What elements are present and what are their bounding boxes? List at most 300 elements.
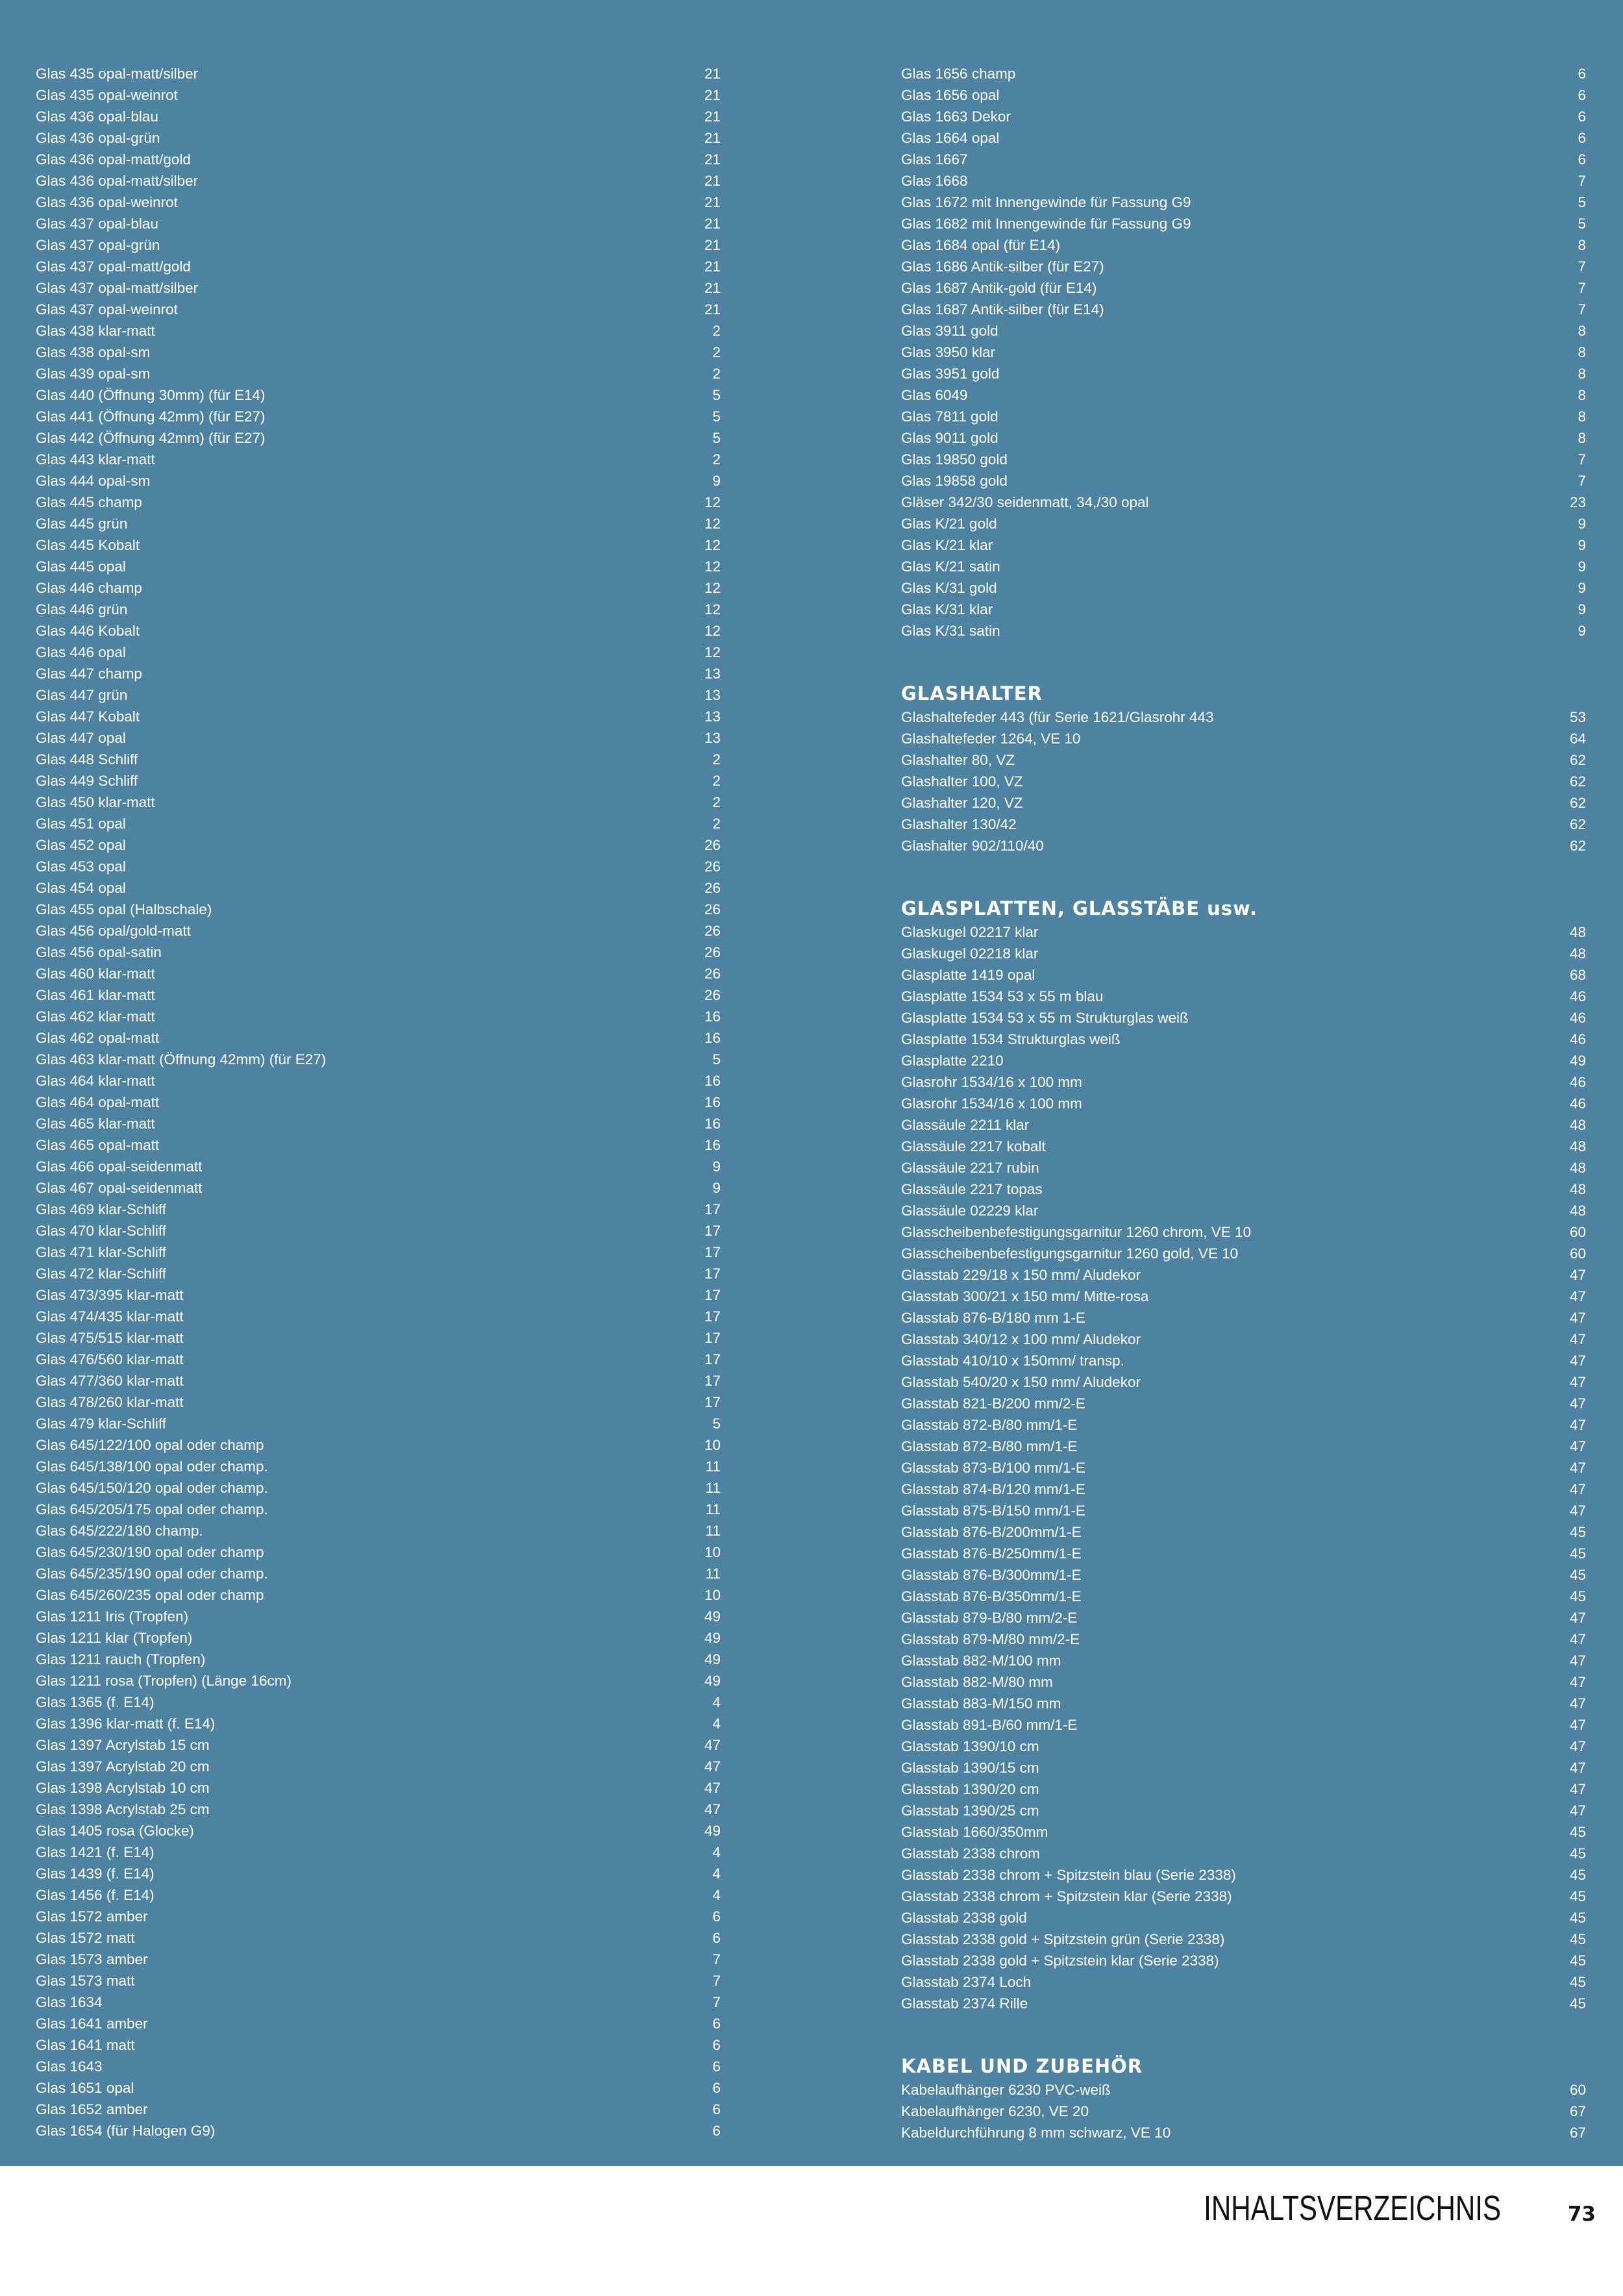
entry-label: Glasstab 2338 gold + Spitzstein klar (Serie 2338)	[901, 1953, 1219, 1969]
index-entry	[36, 1970, 721, 1991]
index-entry	[36, 170, 721, 192]
section-heading: KABEL UND ZUBEHÖR	[901, 2055, 1143, 2077]
entry-page-number: 48	[1569, 1117, 1586, 1133]
entry-page-number: 4	[712, 1887, 721, 1903]
entry-label: Glas 1365 (f. E14)	[36, 1694, 155, 1710]
entry-page-number: 46	[1569, 1031, 1586, 1047]
index-entry	[901, 577, 1586, 599]
entry-page-number: 8	[1578, 237, 1586, 253]
index-entry	[901, 814, 1586, 835]
index-entry	[36, 556, 721, 577]
entry-page-number: 21	[704, 194, 721, 210]
entry-label: Glas 462 klar-matt	[36, 1008, 155, 1025]
entry-page-number: 67	[1569, 2103, 1586, 2119]
index-entry	[36, 706, 721, 727]
index-entry	[36, 963, 721, 984]
entry-label: Glas 444 opal-sm	[36, 473, 151, 489]
index-entry	[901, 1821, 1586, 1843]
entry-label: Glassäule 2217 rubin	[901, 1160, 1039, 1176]
entry-label: Glaskugel 02217 klar	[901, 924, 1039, 940]
entry-label: Glas 1684 opal (für E14)	[901, 237, 1061, 253]
entry-page-number: 12	[704, 601, 721, 618]
entry-label: Glasplatte 2210	[901, 1053, 1004, 1069]
entry-label: Glas 437 opal-matt/silber	[36, 280, 199, 296]
entry-page-number: 21	[704, 301, 721, 318]
index-entry	[901, 299, 1586, 320]
entry-page-number: 17	[704, 1308, 721, 1325]
entry-page-number: 26	[704, 944, 721, 960]
index-entry	[36, 84, 721, 106]
entry-page-number: 16	[704, 1008, 721, 1025]
index-entry	[36, 813, 721, 834]
index-entry	[36, 856, 721, 877]
entry-page-number: 62	[1569, 773, 1586, 790]
entry-label: Glasstab 883-M/150 mm	[901, 1695, 1061, 1712]
index-entry	[36, 256, 721, 277]
index-entry	[36, 770, 721, 792]
entry-label: Glasstab 2374 Loch	[901, 1974, 1032, 1990]
index-entry	[36, 449, 721, 470]
entry-label: Glas 1421 (f. E14)	[36, 1844, 155, 1860]
entry-page-number: 45	[1569, 1824, 1586, 1840]
entry-label: Glas 438 opal-sm	[36, 344, 151, 360]
entry-page-number: 8	[1578, 366, 1586, 382]
entry-label: Glas 1211 rauch (Tropfen)	[36, 1651, 206, 1667]
entry-page-number: 45	[1569, 1588, 1586, 1604]
index-entry	[36, 384, 721, 406]
entry-page-number: 11	[705, 1501, 721, 1517]
entry-label: Glasstab 340/12 x 100 mm/ Aludekor	[901, 1331, 1141, 1347]
entry-page-number: 48	[1569, 945, 1586, 962]
entry-label: Glas 1682 mit Innengewinde für Fassung G9	[901, 216, 1191, 232]
index-entry	[901, 1436, 1586, 1457]
entry-label: Glas 438 klar-matt	[36, 323, 155, 339]
entry-label: Kabeldurchführung 8 mm schwarz, VE 10	[901, 2125, 1171, 2141]
entry-page-number: 45	[1569, 1888, 1586, 1904]
entry-page-number: 47	[1569, 1674, 1586, 1690]
entry-label: Glasstab 821-B/200 mm/2-E	[901, 1395, 1085, 1412]
entry-page-number: 7	[1578, 451, 1586, 468]
entry-page-number: 47	[1569, 1417, 1586, 1433]
entry-page-number: 47	[704, 1737, 721, 1753]
index-entry	[36, 1670, 721, 1691]
entry-page-number: 47	[1569, 1310, 1586, 1326]
index-entry	[36, 534, 721, 556]
index-entry	[36, 63, 721, 84]
index-column-right	[901, 63, 1586, 2143]
entry-label: Glas 447 opal	[36, 730, 126, 746]
entry-page-number: 6	[1578, 130, 1586, 146]
entry-page-number: 47	[1569, 1738, 1586, 1754]
index-entry	[901, 599, 1586, 620]
entry-label: Glas 1668	[901, 173, 968, 189]
index-entry	[901, 1736, 1586, 1757]
entry-label: Glas 1641 amber	[36, 2015, 148, 2032]
entry-label: Glas 462 opal-matt	[36, 1030, 160, 1046]
entry-page-number: 49	[704, 1673, 721, 1689]
index-entry	[901, 2122, 1586, 2143]
index-entry	[901, 1457, 1586, 1479]
entry-label: Glasstab 1390/10 cm	[901, 1738, 1039, 1754]
entry-page-number: 2	[712, 344, 721, 360]
index-entry	[36, 1906, 721, 1927]
index-entry	[36, 1456, 721, 1477]
entry-page-number: 47	[1569, 1353, 1586, 1369]
entry-page-number: 47	[1569, 1331, 1586, 1347]
entry-label: Glas 478/260 klar-matt	[36, 1394, 184, 1410]
index-entry	[901, 1093, 1586, 1114]
entry-label: Glas 447 champ	[36, 666, 142, 682]
index-entry	[36, 1884, 721, 1906]
index-entry	[36, 1134, 721, 1156]
entry-page-number: 21	[704, 130, 721, 146]
entry-page-number: 9	[1578, 580, 1586, 596]
entry-page-number: 12	[704, 494, 721, 510]
entry-label: Glashaltefeder 443 (für Serie 1621/Glasrohr 443	[901, 709, 1214, 725]
index-entry	[36, 1370, 721, 1391]
entry-label: Glas 469 klar-Schliff	[36, 1201, 166, 1217]
entry-page-number: 26	[704, 858, 721, 875]
entry-label: Glas 1656 champ	[901, 66, 1016, 82]
entry-label: Glashalter 120, VZ	[901, 795, 1023, 811]
index-entry	[901, 1907, 1586, 1928]
index-entry	[901, 728, 1586, 749]
entry-label: Glasstab 1390/15 cm	[901, 1760, 1039, 1776]
entry-label: Glas 436 opal-matt/gold	[36, 151, 191, 168]
entry-page-number: 6	[1578, 108, 1586, 125]
entry-page-number: 5	[712, 387, 721, 403]
entry-label: Glaskugel 02218 klar	[901, 945, 1039, 962]
entry-page-number: 49	[704, 1630, 721, 1646]
entry-page-number: 5	[712, 1051, 721, 1067]
index-entry	[36, 363, 721, 384]
entry-page-number: 2	[712, 773, 721, 789]
index-entry	[901, 1714, 1586, 1736]
index-entry	[36, 620, 721, 642]
entry-page-number: 23	[1569, 494, 1586, 510]
entry-page-number: 10	[704, 1587, 721, 1603]
entry-page-number: 6	[1578, 66, 1586, 82]
entry-page-number: 16	[704, 1073, 721, 1089]
entry-label: Glasplatte 1419 opal	[901, 967, 1035, 983]
entry-label: Glas 1687 Antik-silber (für E14)	[901, 301, 1104, 318]
entry-page-number: 13	[704, 708, 721, 725]
entry-page-number: 12	[704, 644, 721, 660]
index-entry	[901, 1543, 1586, 1564]
entry-page-number: 26	[704, 966, 721, 982]
entry-label: Glas 473/395 klar-matt	[36, 1287, 184, 1303]
entry-label: Glas 460 klar-matt	[36, 966, 155, 982]
entry-label: Glas K/21 satin	[901, 558, 1000, 575]
entry-label: Glasrohr 1534/16 x 100 mm	[901, 1074, 1082, 1090]
index-entry	[901, 1221, 1586, 1243]
index-entry	[36, 1027, 721, 1049]
entry-page-number: 21	[704, 173, 721, 189]
index-entry	[901, 277, 1586, 299]
index-entry	[901, 1778, 1586, 1800]
entry-label: Glas 645/138/100 opal oder champ.	[36, 1458, 268, 1475]
entry-page-number: 7	[1578, 301, 1586, 318]
index-entry	[901, 1050, 1586, 1071]
index-entry	[901, 1264, 1586, 1286]
entry-page-number: 45	[1569, 1974, 1586, 1990]
entry-label: Glas 1572 amber	[36, 1908, 148, 1925]
index-entry	[36, 470, 721, 492]
entry-page-number: 16	[704, 1094, 721, 1110]
entry-label: Glas K/21 klar	[901, 537, 993, 553]
index-entry	[36, 2099, 721, 2120]
entry-label: Glas 1396 klar-matt (f. E14)	[36, 1716, 216, 1732]
index-entry	[36, 1991, 721, 2013]
index-entry	[901, 1843, 1586, 1864]
entry-label: Glas 471 klar-Schliff	[36, 1244, 166, 1260]
index-entry	[36, 1734, 721, 1756]
entry-page-number: 46	[1569, 988, 1586, 1004]
entry-label: Glasplatte 1534 Strukturglas weiß	[901, 1031, 1121, 1047]
index-entry	[901, 1864, 1586, 1886]
page-number: 73	[1567, 2202, 1596, 2226]
index-entry	[901, 1671, 1586, 1693]
entry-page-number: 6	[712, 2037, 721, 2053]
index-entry	[901, 534, 1586, 556]
entry-page-number: 45	[1569, 1995, 1586, 2012]
entry-page-number: 12	[704, 516, 721, 532]
index-entry	[901, 513, 1586, 534]
entry-page-number: 49	[704, 1823, 721, 1839]
entry-label: Glashalter 100, VZ	[901, 773, 1023, 790]
entry-label: Glas K/21 gold	[901, 516, 997, 532]
entry-label: Glasstab 879-M/80 mm/2-E	[901, 1631, 1080, 1647]
entry-page-number: 62	[1569, 816, 1586, 832]
index-entry	[901, 1071, 1586, 1093]
entry-label: Kabelaufhänger 6230, VE 20	[901, 2103, 1089, 2119]
entry-label: Glas 467 opal-seidenmatt	[36, 1180, 203, 1196]
section-heading: GLASHALTER	[901, 682, 1043, 705]
entry-label: Glasstab 1660/350mm	[901, 1824, 1048, 1840]
index-entry	[901, 792, 1586, 814]
index-entry	[36, 1113, 721, 1134]
index-entry	[36, 1156, 721, 1177]
index-entry	[901, 1607, 1586, 1628]
entry-label: Glas 1672 mit Innengewinde für Fassung G9	[901, 194, 1191, 210]
index-entry	[36, 792, 721, 813]
index-entry	[901, 470, 1586, 492]
index-entry	[901, 63, 1586, 84]
entry-label: Glas 645/150/120 opal oder champ.	[36, 1480, 268, 1496]
index-entry	[901, 363, 1586, 384]
entry-label: Glas 449 Schliff	[36, 773, 138, 789]
entry-label: Glas 466 opal-seidenmatt	[36, 1158, 203, 1175]
entry-label: Glas 451 opal	[36, 816, 126, 832]
index-entry	[36, 834, 721, 856]
index-section	[901, 681, 1586, 856]
entry-page-number: 47	[1569, 1481, 1586, 1497]
entry-page-number: 13	[704, 666, 721, 682]
index-entry	[36, 1584, 721, 1606]
index-entry	[901, 1157, 1586, 1179]
entry-page-number: 6	[712, 1930, 721, 1946]
entry-page-number: 67	[1569, 2125, 1586, 2141]
entry-label: Glashalter 80, VZ	[901, 752, 1015, 768]
entry-label: Glas 447 Kobalt	[36, 708, 140, 725]
entry-label: Glas 1634	[36, 1994, 103, 2010]
entry-page-number: 64	[1569, 730, 1586, 747]
entry-label: Glas 464 klar-matt	[36, 1073, 155, 1089]
entry-page-number: 5	[712, 408, 721, 425]
index-entry	[901, 1329, 1586, 1350]
index-entry	[901, 1650, 1586, 1671]
entry-label: Glasscheibenbefestigungsgarnitur 1260 gold, VE 10	[901, 1245, 1239, 1262]
entry-label: Glas 1573 matt	[36, 1973, 135, 1989]
entry-label: Glas 475/515 klar-matt	[36, 1330, 184, 1346]
entry-label: Glas 445 grün	[36, 516, 128, 532]
entry-page-number: 17	[704, 1201, 721, 1217]
entry-page-number: 47	[704, 1780, 721, 1796]
entry-page-number: 47	[704, 1801, 721, 1817]
entry-label: Glas 447 grün	[36, 687, 128, 703]
entry-label: Glas 1643	[36, 2058, 103, 2075]
entry-page-number: 10	[704, 1437, 721, 1453]
entry-page-number: 26	[704, 987, 721, 1003]
entry-page-number: 8	[1578, 344, 1586, 360]
entry-label: Glas 1398 Acrylstab 10 cm	[36, 1780, 210, 1796]
entry-page-number: 47	[1569, 1267, 1586, 1283]
entry-page-number: 4	[712, 1716, 721, 1732]
entry-page-number: 2	[712, 816, 721, 832]
entry-label: Glassäule 2217 kobalt	[901, 1138, 1046, 1154]
entry-page-number: 17	[704, 1373, 721, 1389]
index-entry	[36, 1177, 721, 1199]
index-entry	[36, 1949, 721, 1970]
entry-page-number: 6	[712, 2058, 721, 2075]
index-entry	[36, 749, 721, 770]
index-entry	[36, 1327, 721, 1349]
entry-label: Glas 445 opal	[36, 558, 126, 575]
index-entry	[901, 427, 1586, 449]
entry-label: Glasstab 876-B/200mm/1-E	[901, 1524, 1082, 1540]
index-entry	[36, 1606, 721, 1627]
entry-page-number: 45	[1569, 1567, 1586, 1583]
entry-label: Glas 470 klar-Schliff	[36, 1223, 166, 1239]
entry-page-number: 9	[712, 1158, 721, 1175]
entry-label: Glas 465 klar-matt	[36, 1116, 155, 1132]
index-entry	[901, 106, 1586, 127]
entry-page-number: 7	[1578, 280, 1586, 296]
index-entry	[36, 1049, 721, 1070]
entry-label: Glasstab 300/21 x 150 mm/ Mitte-rosa	[901, 1288, 1149, 1304]
entry-label: Glasstab 876-B/350mm/1-E	[901, 1588, 1082, 1604]
index-entry	[901, 1350, 1586, 1371]
entry-label: Glas 437 opal-blau	[36, 216, 158, 232]
index-entry	[901, 749, 1586, 771]
index-entry	[36, 1263, 721, 1284]
entry-page-number: 47	[1569, 1653, 1586, 1669]
entry-label: Glas 477/360 klar-matt	[36, 1373, 184, 1389]
index-entry	[901, 406, 1586, 427]
entry-label: Glas 19850 gold	[901, 451, 1008, 468]
index-entry	[36, 1691, 721, 1713]
entry-page-number: 17	[704, 1330, 721, 1346]
index-entry	[901, 234, 1586, 256]
index-entry	[36, 2013, 721, 2034]
entry-page-number: 60	[1569, 2082, 1586, 2098]
entry-label: Glasstab 882-M/100 mm	[901, 1653, 1061, 1669]
entry-page-number: 6	[1578, 87, 1586, 103]
entry-page-number: 47	[1569, 1288, 1586, 1304]
index-entry	[36, 1199, 721, 1220]
entry-page-number: 6	[712, 2123, 721, 2139]
index-entry	[901, 1800, 1586, 1821]
entry-page-number: 6	[712, 2015, 721, 2032]
entry-label: Glas 472 klar-Schliff	[36, 1266, 166, 1282]
entry-label: Glasstab 2338 chrom	[901, 1845, 1040, 1862]
index-column-left	[36, 63, 721, 2141]
index-entry	[901, 1479, 1586, 1500]
entry-label: Glasstab 410/10 x 150mm/ transp.	[901, 1353, 1124, 1369]
entry-label: Glas 445 Kobalt	[36, 537, 140, 553]
entry-page-number: 45	[1569, 1524, 1586, 1540]
index-entry	[36, 1863, 721, 1884]
entry-label: Glas 3951 gold	[901, 366, 1000, 382]
entry-page-number: 6	[712, 2080, 721, 2096]
entry-label: Glas 452 opal	[36, 837, 126, 853]
entry-label: Glashaltefeder 1264, VE 10	[901, 730, 1081, 747]
entry-page-number: 47	[1569, 1438, 1586, 1454]
entry-label: Glasstab 2338 chrom + Spitzstein blau (Serie 2338)	[901, 1867, 1236, 1883]
page-title: INHALTSVERZEICHNIS	[1204, 2189, 1501, 2228]
entry-page-number: 8	[1578, 323, 1586, 339]
index-entry	[36, 1434, 721, 1456]
entry-page-number: 45	[1569, 1845, 1586, 1862]
index-entry	[36, 727, 721, 749]
index-entry	[901, 1393, 1586, 1414]
entry-page-number: 5	[1578, 194, 1586, 210]
index-entry	[901, 1414, 1586, 1436]
entry-page-number: 17	[704, 1244, 721, 1260]
index-entry	[36, 920, 721, 942]
entry-page-number: 17	[704, 1287, 721, 1303]
entry-page-number: 21	[704, 237, 721, 253]
entry-page-number: 2	[712, 323, 721, 339]
index-entry	[901, 706, 1586, 728]
entry-label: Glas K/31 satin	[901, 623, 1000, 639]
entry-page-number: 9	[712, 473, 721, 489]
index-entry	[36, 1499, 721, 1520]
entry-label: Glas 1654 (für Halogen G9)	[36, 2123, 216, 2139]
entry-page-number: 45	[1569, 1545, 1586, 1562]
index-entry	[36, 192, 721, 213]
entry-label: Glasstab 872-B/80 mm/1-E	[901, 1438, 1078, 1454]
entry-label: Glassäule 02229 klar	[901, 1203, 1039, 1219]
index-entry	[36, 1242, 721, 1263]
entry-label: Glas 3950 klar	[901, 344, 996, 360]
index-entry	[36, 427, 721, 449]
index-entry	[901, 1564, 1586, 1586]
entry-page-number: 48	[1569, 1138, 1586, 1154]
entry-label: Glasstab 891-B/60 mm/1-E	[901, 1717, 1078, 1733]
index-entry	[901, 192, 1586, 213]
entry-page-number: 9	[1578, 601, 1586, 618]
entry-page-number: 45	[1569, 1867, 1586, 1883]
entry-page-number: 9	[1578, 516, 1586, 532]
entry-page-number: 21	[704, 66, 721, 82]
entry-label: Glas 1211 klar (Tropfen)	[36, 1630, 193, 1646]
entry-page-number: 9	[1578, 558, 1586, 575]
entry-page-number: 2	[712, 366, 721, 382]
entry-label: Glas 456 opal-satin	[36, 944, 162, 960]
index-entry	[901, 1757, 1586, 1778]
entry-label: Glas 1397 Acrylstab 20 cm	[36, 1758, 210, 1775]
